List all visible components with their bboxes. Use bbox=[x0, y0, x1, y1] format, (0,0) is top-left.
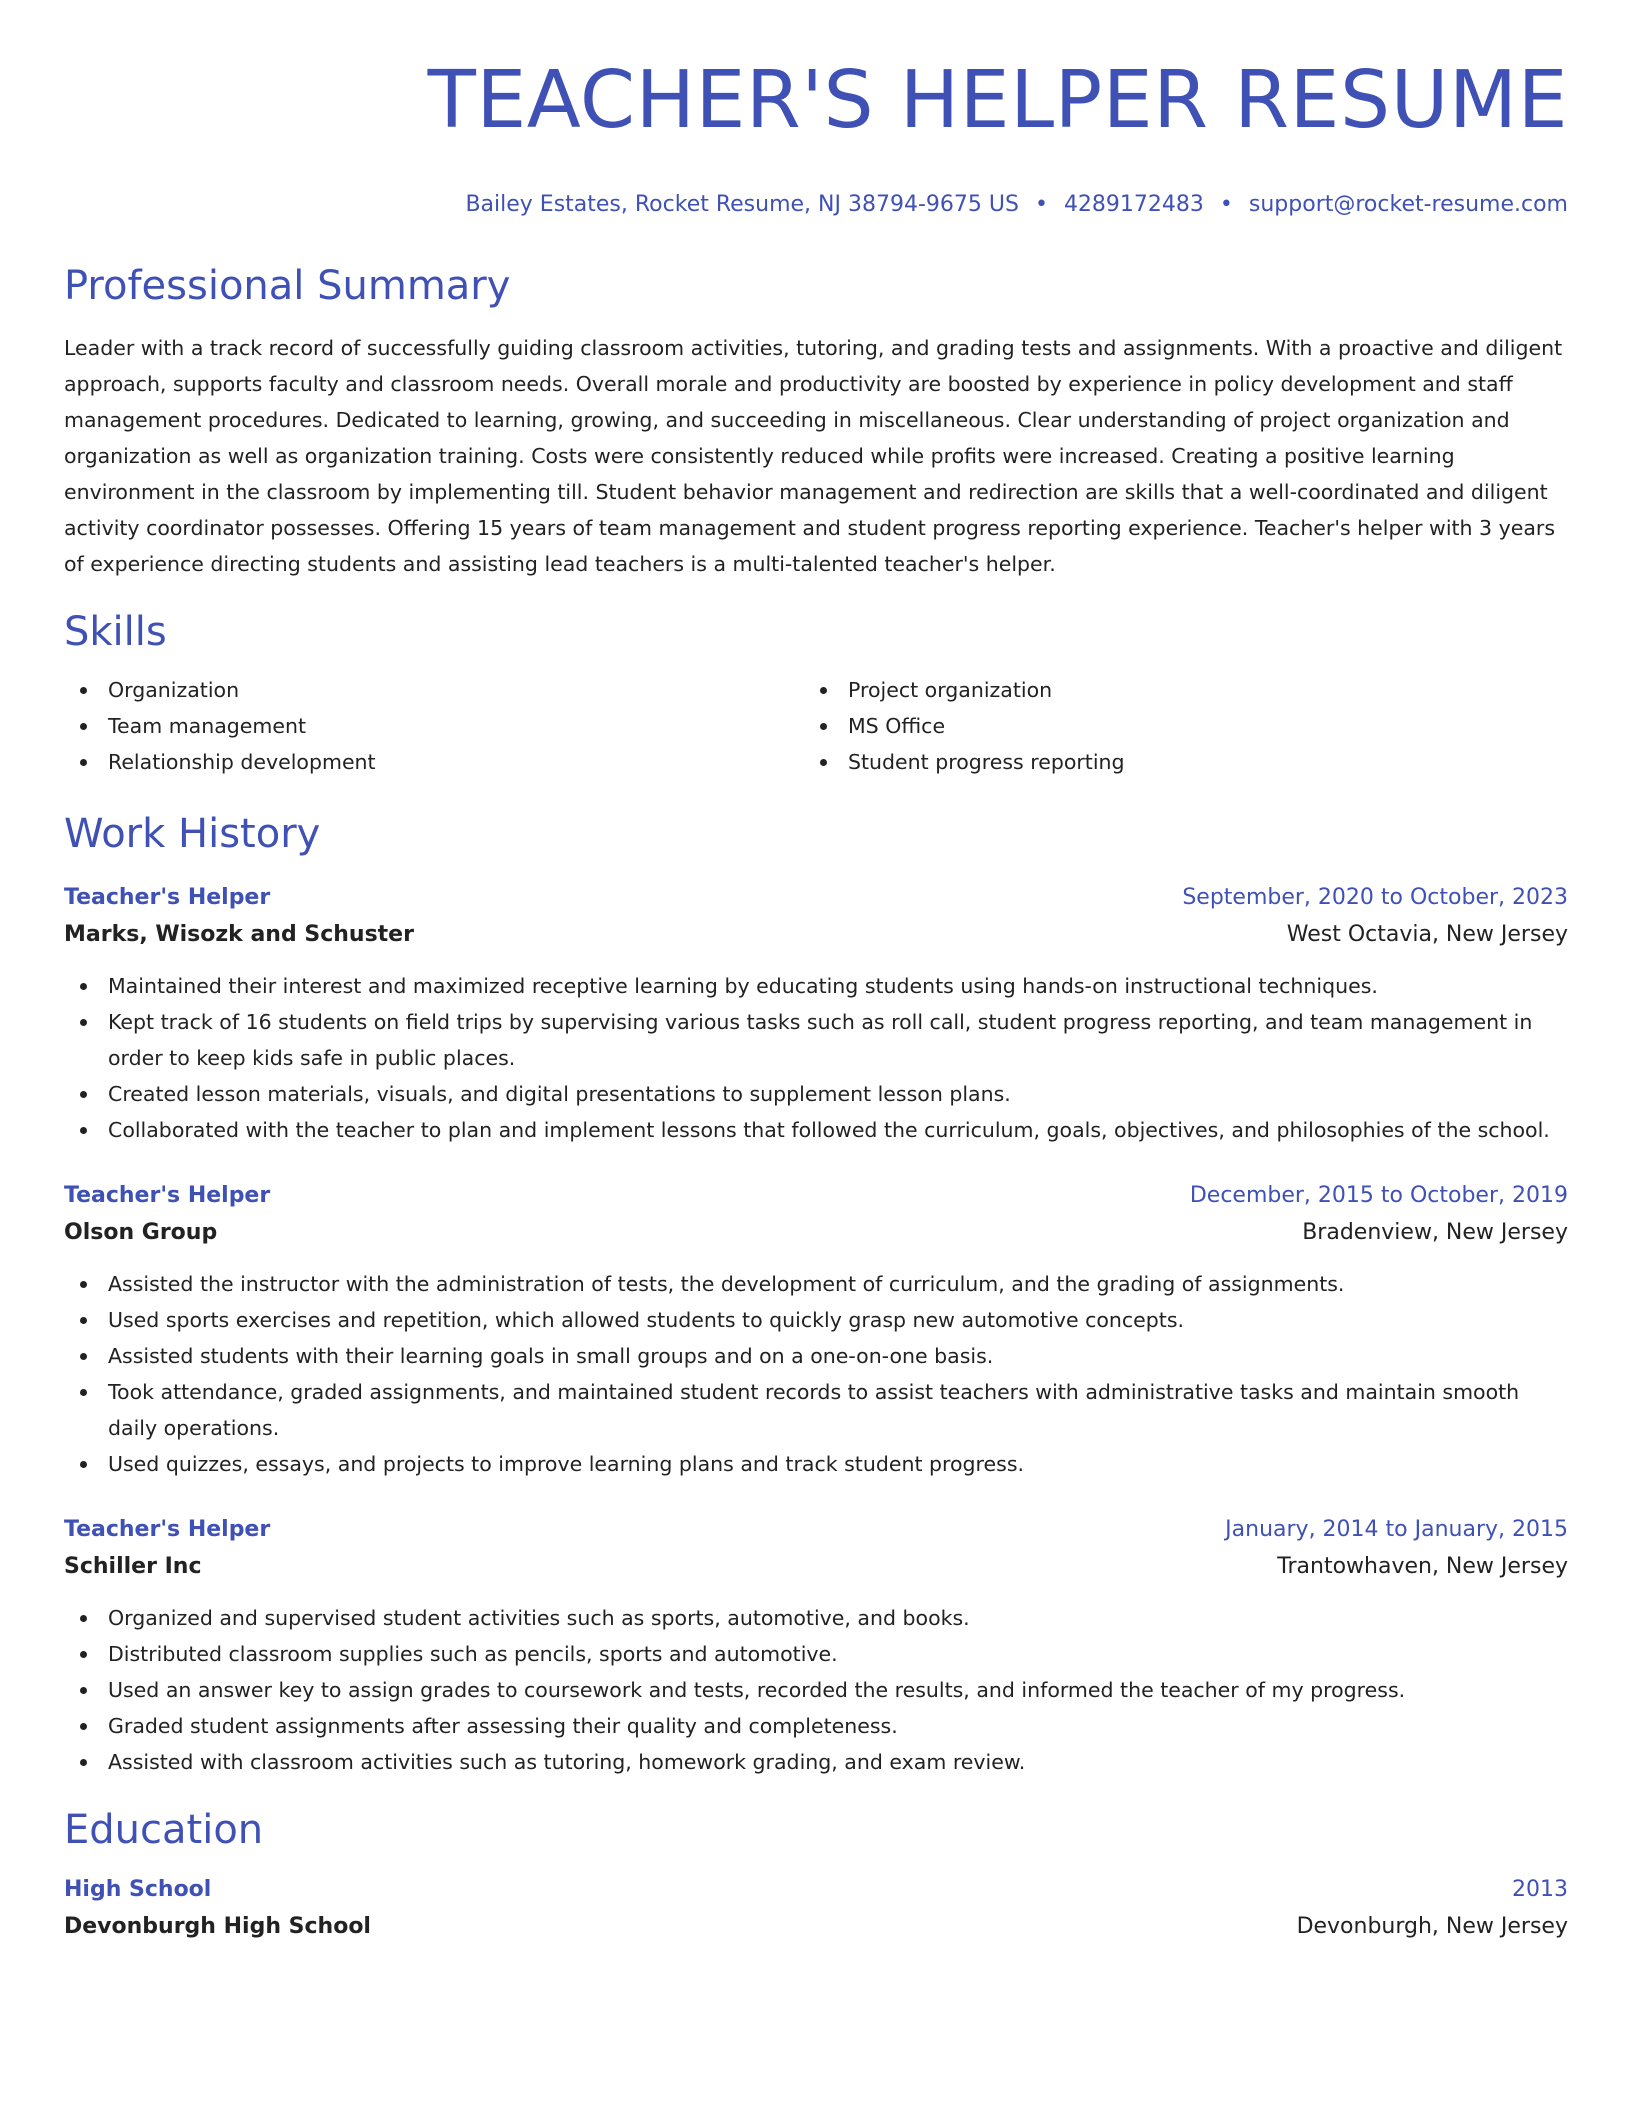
job-title: Teacher's Helper bbox=[64, 1183, 271, 1208]
job-bullet: Created lesson materials, visuals, and digital presentations to supplement lesson plans. bbox=[64, 1076, 1568, 1112]
job-employer-row bbox=[64, 916, 1568, 954]
education-school-row bbox=[64, 1908, 1568, 1946]
skills-heading: Skills bbox=[64, 609, 167, 655]
job-bullets bbox=[64, 968, 1568, 1148]
job-bullet: Used sports exercises and repetition, which allowed students to quickly grasp new automotive concepts. bbox=[64, 1302, 1568, 1338]
education-degree: High School bbox=[64, 1877, 212, 1902]
education-header-row bbox=[64, 1872, 1568, 1908]
work-history-heading: Work History bbox=[64, 811, 321, 857]
skill-item: MS Office bbox=[804, 708, 1544, 744]
job-bullet: Distributed classroom supplies such as pencils, sports and automotive. bbox=[64, 1636, 1568, 1672]
job-location: West Octavia, New Jersey bbox=[1286, 922, 1568, 947]
resume-title: TEACHER'S HELPER RESUME bbox=[427, 54, 1568, 146]
job-location: Bradenview, New Jersey bbox=[1302, 1220, 1568, 1245]
job-entry bbox=[64, 1178, 1568, 1482]
summary-text: Leader with a track record of successfully guiding classroom activities, tutoring, and grading tests and assignments. With a proactive and diligent approach, supports faculty and classroom needs. Overall morale and productivity are boosted by experience in policy development and staff management procedures. Dedicated to learning, growing, and succeeding in miscellaneous. Clear understanding of project organization and organization as well as organization training. Costs were consistently reduced while profits were increased. Creating a positive learning environment in the classroom by implementing till. Student behavior management and redirection are skills that a well-coordinated and diligent activity coordinator possesses. Offering 15 years of team management and student progress reporting experience. Teacher's helper with 3 years of experience directing students and assisting lead teachers is a multi-talented teacher's helper. bbox=[64, 336, 1563, 576]
job-dates: December, 2015 to October, 2019 bbox=[1189, 1183, 1568, 1208]
job-bullet: Assisted the instructor with the administration of tests, the development of curriculum, and the grading of assignments. bbox=[64, 1266, 1568, 1302]
job-employer: Olson Group bbox=[64, 1220, 218, 1245]
job-title: Teacher's Helper bbox=[64, 885, 271, 910]
job-entry bbox=[64, 1512, 1568, 1780]
skills-column-left bbox=[64, 672, 804, 780]
skills-column-right bbox=[804, 672, 1544, 780]
contact-line bbox=[64, 190, 1568, 220]
job-bullet: Assisted with classroom activities such as tutoring, homework grading, and exam review. bbox=[64, 1744, 1568, 1780]
job-title: Teacher's Helper bbox=[64, 1517, 271, 1542]
job-employer-row bbox=[64, 1214, 1568, 1252]
job-bullet: Assisted students with their learning goals in small groups and on a one-on-one basis. bbox=[64, 1338, 1568, 1374]
job-employer: Marks, Wisozk and Schuster bbox=[64, 922, 414, 947]
education-heading: Education bbox=[64, 1807, 264, 1853]
job-entry bbox=[64, 880, 1568, 1148]
job-bullets bbox=[64, 1266, 1568, 1482]
contact-email: support@rocket-resume.com bbox=[1248, 192, 1568, 217]
contact-address: Bailey Estates, Rocket Resume, NJ 38794-9675 US bbox=[465, 192, 1019, 217]
skill-item: Relationship development bbox=[64, 744, 804, 780]
job-employer-row bbox=[64, 1548, 1568, 1586]
skill-item: Organization bbox=[64, 672, 804, 708]
job-employer: Schiller Inc bbox=[64, 1554, 202, 1579]
job-bullet: Used quizzes, essays, and projects to improve learning plans and track student progress. bbox=[64, 1446, 1568, 1482]
education-location: Devonburgh, New Jersey bbox=[1296, 1914, 1568, 1939]
job-header-row bbox=[64, 1512, 1568, 1548]
job-bullet: Collaborated with the teacher to plan and implement lessons that followed the curriculum, goals, objectives, and philosophies of the school. bbox=[64, 1112, 1568, 1148]
contact-phone: 4289172483 bbox=[1063, 192, 1204, 217]
job-header-row bbox=[64, 880, 1568, 916]
skill-item: Team management bbox=[64, 708, 804, 744]
job-header-row bbox=[64, 1178, 1568, 1214]
skill-item: Project organization bbox=[804, 672, 1544, 708]
summary-heading: Professional Summary bbox=[64, 263, 511, 309]
job-bullets bbox=[64, 1600, 1568, 1780]
job-bullet: Maintained their interest and maximized receptive learning by educating students using hands-on instructional techniques. bbox=[64, 968, 1568, 1004]
job-bullet: Kept track of 16 students on field trips by supervising various tasks such as roll call, student progress reporting, and team management in order to keep kids safe in public places. bbox=[64, 1004, 1568, 1076]
job-location: Trantowhaven, New Jersey bbox=[1277, 1554, 1568, 1579]
education-school: Devonburgh High School bbox=[64, 1914, 371, 1939]
education-year: 2013 bbox=[1512, 1877, 1568, 1902]
skills-grid bbox=[64, 672, 1568, 780]
job-bullet: Took attendance, graded assignments, and maintained student records to assist teachers with administrative tasks and maintain smooth daily operations. bbox=[64, 1374, 1568, 1446]
job-dates: January, 2014 to January, 2015 bbox=[1225, 1517, 1568, 1542]
contact-separator: • bbox=[1034, 192, 1048, 217]
job-bullet: Used an answer key to assign grades to coursework and tests, recorded the results, and informed the teacher of my progress. bbox=[64, 1672, 1568, 1708]
job-dates: September, 2020 to October, 2023 bbox=[1182, 885, 1568, 910]
contact-separator: • bbox=[1219, 192, 1233, 217]
skill-item: Student progress reporting bbox=[804, 744, 1544, 780]
job-bullet: Organized and supervised student activities such as sports, automotive, and books. bbox=[64, 1600, 1568, 1636]
job-bullet: Graded student assignments after assessing their quality and completeness. bbox=[64, 1708, 1568, 1744]
education-entry bbox=[64, 1872, 1568, 1946]
